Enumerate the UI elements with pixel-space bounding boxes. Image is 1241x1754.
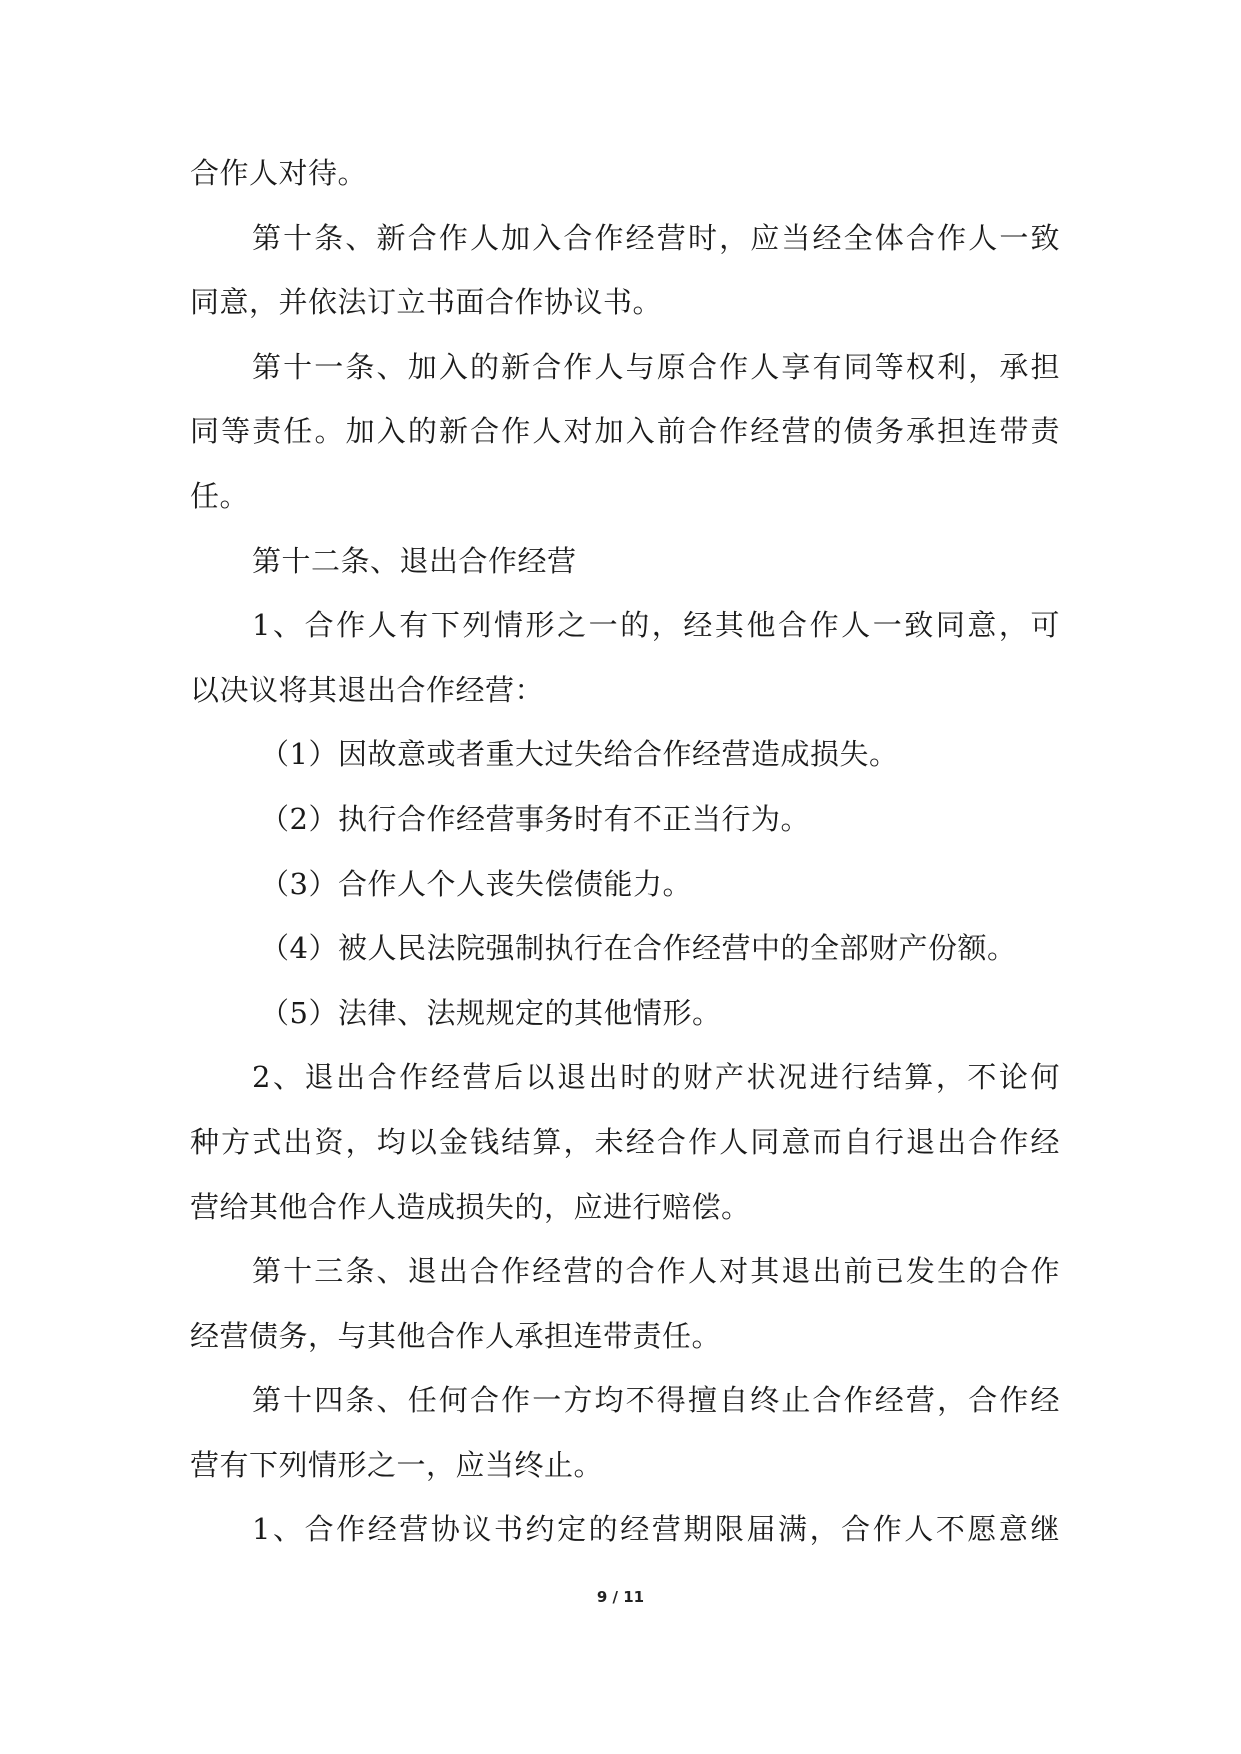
- list-item: （5）法律、法规规定的其他情形。: [260, 995, 722, 1030]
- text-line: 任。: [190, 478, 250, 513]
- list-item: （2）执行合作经营事务时有不正当行为。: [260, 801, 810, 836]
- text-line: 第十条、新合作人加入合作经营时，应当经全体合作人一致: [252, 220, 1060, 255]
- text-line: 2、退出合作经营后以退出时的财产状况进行结算，不论何: [252, 1060, 1060, 1095]
- text-line: 第十三条、退出合作经营的合作人对其退出前已发生的合作: [252, 1254, 1060, 1289]
- text-line: 1、合作经营协议书约定的经营期限届满，合作人不愿意继: [252, 1512, 1060, 1547]
- text-line: 种方式出资，均以金钱结算，未经合作人同意而自行退出合作经: [190, 1124, 1060, 1159]
- text-line: 第十一条、加入的新合作人与原合作人享有同等权利，承担: [252, 349, 1060, 384]
- text-line: 合作人对待。: [190, 156, 368, 190]
- list-item: （4）被人民法院强制执行在合作经营中的全部财产份额。: [260, 931, 1017, 966]
- document-body: [190, 153, 1060, 1574]
- text-line: 以决议将其退出合作经营：: [190, 672, 545, 707]
- text-line: 第十四条、任何合作一方均不得擅自终止合作经营，合作经: [252, 1383, 1060, 1418]
- page-number: 9 / 11: [596, 1588, 645, 1606]
- text-line: 营有下列情形之一，应当终止。: [190, 1447, 604, 1482]
- list-item: （3）合作人个人丧失偿债能力。: [260, 866, 692, 901]
- text-line: 经营债务，与其他合作人承担连带责任。: [190, 1318, 722, 1353]
- text-line: 同意，并依法订立书面合作协议书。: [190, 285, 663, 320]
- section-heading: 第十二条、退出合作经营: [252, 543, 577, 578]
- text-line: 同等责任。加入的新合作人对加入前合作经营的债务承担连带责: [190, 414, 1060, 449]
- text-line: 1、合作人有下列情形之一的，经其他合作人一致同意，可: [252, 608, 1060, 643]
- text-line: 营给其他合作人造成损失的，应进行赔偿。: [190, 1189, 751, 1224]
- list-item: （1）因故意或者重大过失给合作经营造成损失。: [260, 737, 899, 772]
